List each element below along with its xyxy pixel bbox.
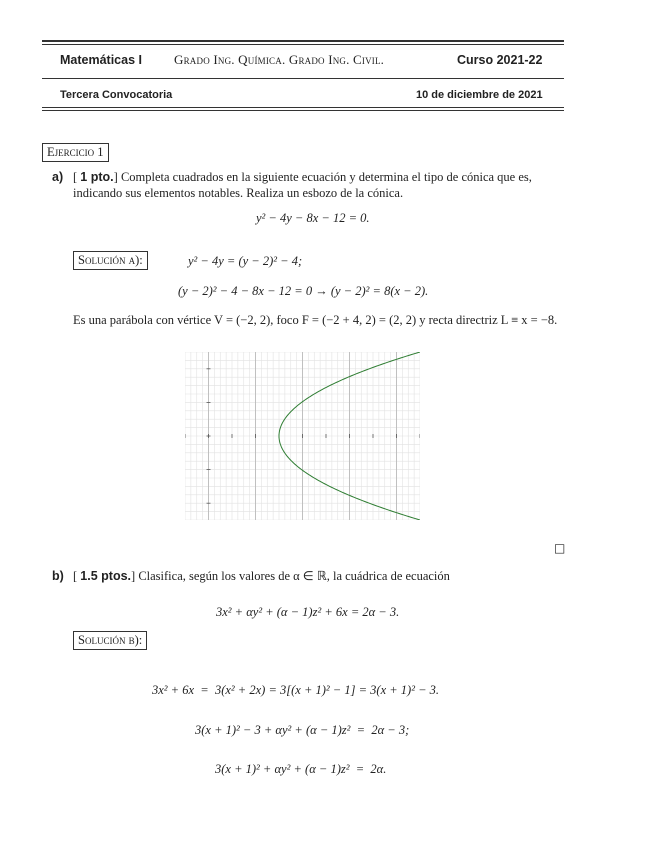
header-bottom-rule-2: [42, 110, 564, 111]
solution-b-line3: 3(x + 1)² + αy² + (α − 1)z² = 2α.: [215, 762, 387, 776]
part-b-points: 1.5 ptos.: [80, 569, 132, 583]
solution-a-label: Solución a):: [73, 251, 148, 270]
header-bottom-rule: [42, 107, 564, 108]
header-course: Curso 2021-22: [457, 53, 543, 67]
part-b-statement: [ 1.5 ptos.] Clasifica, según los valores de α ∈ ℝ, la cuádrica de ecuación: [73, 569, 450, 583]
part-a-equation: y² − 4y − 8x − 12 = 0.: [256, 211, 370, 225]
header-subject: Matemáticas I: [60, 53, 142, 67]
part-b-statement-text: Clasifica, según los valores de α ∈ ℝ, la cuádrica de ecuación: [138, 569, 450, 583]
part-a-points: 1 pto.: [80, 170, 114, 184]
part-a-statement-text: Completa cuadrados en la siguiente ecuación y determina el tipo de cónica que es, indicando sus elementos notables. Realiza un esbozo de la cónica.: [73, 170, 532, 200]
exercise-label: Ejercicio 1: [42, 143, 109, 162]
parabola-plot: [185, 352, 420, 520]
solution-b-label: Solución b):: [73, 631, 147, 650]
solution-b-line2: 3(x + 1)² − 3 + αy² + (α − 1)z² = 2α − 3;: [195, 723, 410, 737]
solution-a-step2: (y − 2)² − 4 − 8x − 12 = 0 → (y − 2)² = 8(x − 2).: [178, 284, 429, 298]
qed-symbol: □: [554, 541, 566, 555]
header-top-rule: [42, 40, 564, 42]
header-top-rule-2: [42, 44, 564, 45]
solution-a-conclusion: Es una parábola con vértice V = (−2, 2), foco F = (−2 + 4, 2) = (2, 2) y recta directriz L ≡ x = −8.: [73, 313, 558, 327]
solution-b-line1: 3x² + 6x = 3(x² + 2x) = 3[(x + 1)² − 1] = 3(x + 1)² − 3.: [152, 683, 440, 697]
header-session: Tercera Convocatoria: [60, 89, 173, 101]
header-mid-rule: [42, 78, 564, 79]
header-degrees: Grado Ing. Química. Grado Ing. Civil.: [174, 52, 385, 67]
part-b-marker: b): [52, 569, 64, 583]
part-a-statement: [ 1 pto.] Completa cuadrados en la siguiente ecuación y determina el tipo de cónica que es, indicando sus elementos notables. Realiza un esbozo de la cónica.: [73, 170, 532, 200]
part-a-marker: a): [52, 170, 64, 184]
part-b-equation: 3x² + αy² + (α − 1)z² + 6x = 2α − 3.: [216, 605, 400, 619]
solution-a-step1: y² − 4y = (y − 2)² − 4;: [188, 254, 303, 268]
header-date: 10 de diciembre de 2021: [416, 89, 543, 101]
